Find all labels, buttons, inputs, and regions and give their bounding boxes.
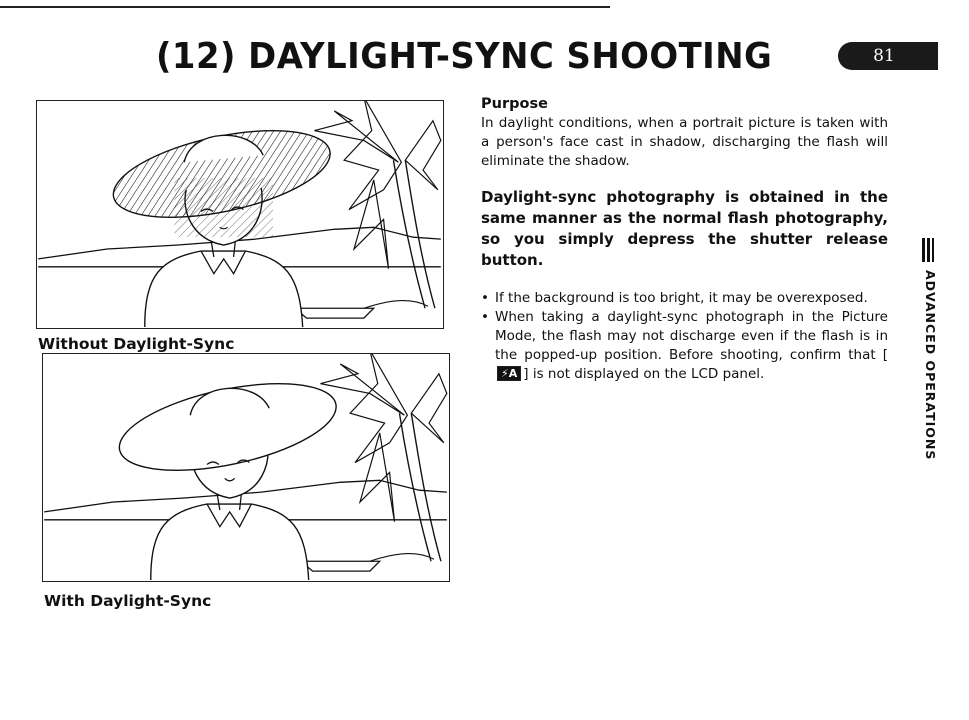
text-column	[481, 96, 888, 384]
caption-without-daylight-sync: Without Daylight-Sync	[38, 335, 235, 353]
illustration-with-daylight-sync	[42, 353, 450, 582]
note-text: If the background is too bright, it may be overexposed.	[495, 290, 868, 306]
purpose-heading: Purpose	[481, 96, 548, 112]
note-text: When taking a daylight-sync photograph in the Picture Mode, the flash may not discharge even if the flash is in the popped-up position. Before shooting, confirm that	[495, 309, 888, 363]
page-number: 81	[873, 46, 895, 66]
section-label: ADVANCED OPERATIONS	[923, 270, 938, 461]
key-instruction: Daylight-sync photography is obtained in the same manner as the normal flash photography, so you simply depress the shutter release button.	[481, 188, 888, 269]
purpose-text: In daylight conditions, when a portrait picture is taken with a person's face cast in shadow, discharging the flash will eliminate the shadow.	[481, 115, 888, 169]
note-item	[481, 289, 888, 308]
auto-flash-icon: ⚡A	[497, 366, 521, 381]
bullet-icon: •	[481, 290, 489, 306]
page-number-tab	[838, 42, 938, 70]
caption-with-daylight-sync: With Daylight-Sync	[44, 592, 212, 610]
top-rule	[0, 6, 610, 8]
page-title: (12) DAYLIGHT-SYNC SHOOTING	[156, 36, 773, 77]
section-bars-icon	[922, 238, 934, 262]
note-item: • When taking a daylight-sync photograph in the Picture Mode, the flash may not discharge even if the flash is in the popped-up position. Before shooting, confirm that [⚡A ] is not displayed on the LCD panel.	[481, 309, 888, 382]
portrait-scene-shadowed	[37, 101, 442, 327]
portrait-scene-lit	[43, 354, 448, 580]
note-text-tail: is not displayed on the LCD panel.	[532, 366, 765, 382]
notes-list	[481, 289, 888, 384]
bullet-icon: •	[481, 309, 489, 325]
illustration-without-daylight-sync	[36, 100, 444, 329]
